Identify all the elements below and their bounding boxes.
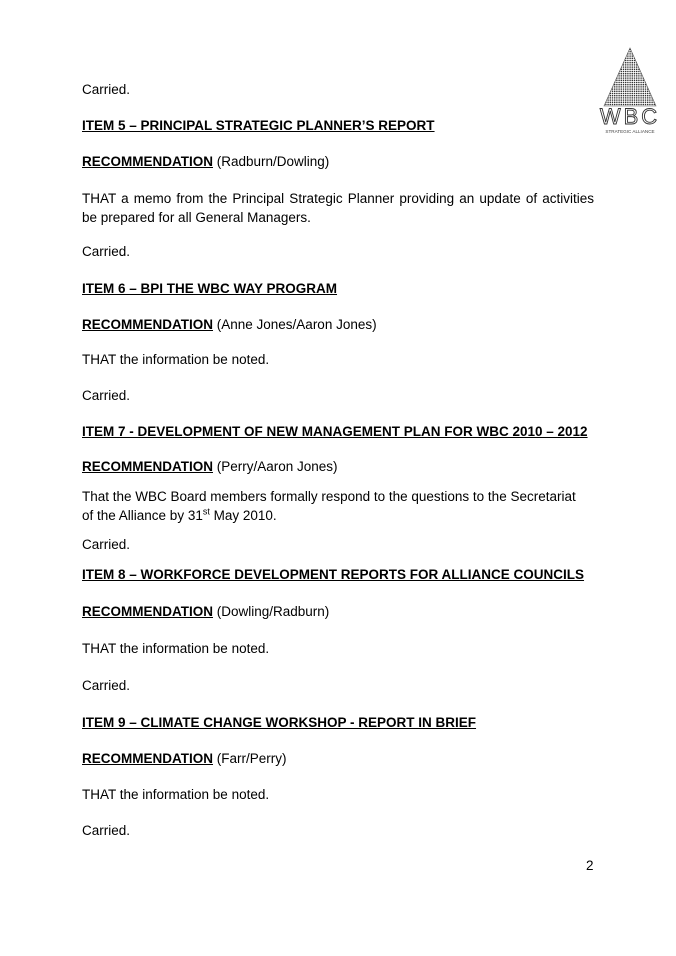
svg-text:WBC: WBC <box>599 104 661 129</box>
recommendation-label: RECOMMENDATION <box>82 604 213 619</box>
carried-text: Carried. <box>82 82 131 97</box>
item7-heading: ITEM 7 - DEVELOPMENT OF NEW MANAGEMENT PLAN FOR WBC 2010 – 2012 <box>82 424 588 439</box>
wbc-logo <box>596 44 664 136</box>
recommendation-label: RECOMMENDATION <box>82 317 213 332</box>
item9-text: THAT the information be noted. <box>82 787 270 802</box>
item5-recommendation <box>82 153 329 171</box>
item8-carried: Carried. <box>82 678 131 693</box>
item5-text: THAT a memo from the Principal Strategic Planner providing an update of activities be prepared for all General Managers. <box>82 191 594 225</box>
item5-carried: Carried. <box>82 244 131 259</box>
item6-text: THAT the information be noted. <box>82 352 270 367</box>
recommendation-movers: (Radburn/Dowling) <box>213 154 330 169</box>
item7-carried: Carried. <box>82 537 131 552</box>
recommendation-movers: (Perry/Aaron Jones) <box>213 459 338 474</box>
item6-recommendation <box>82 316 377 334</box>
item6-heading: ITEM 6 – BPI THE WBC WAY PROGRAM <box>82 281 338 296</box>
item8-text: THAT the information be noted. <box>82 641 270 656</box>
recommendation-movers: (Anne Jones/Aaron Jones) <box>213 317 377 332</box>
recommendation-movers: (Farr/Perry) <box>213 751 287 766</box>
item5-heading: ITEM 5 – PRINCIPAL STRATEGIC PLANNER’S REPORT <box>82 118 435 133</box>
recommendation-label: RECOMMENDATION <box>82 751 213 766</box>
item8-heading: ITEM 8 – WORKFORCE DEVELOPMENT REPORTS FOR ALLIANCE COUNCILS <box>82 567 585 582</box>
item7-recommendation <box>82 458 338 476</box>
svg-text:STRATEGIC ALLIANCE: STRATEGIC ALLIANCE <box>605 129 655 134</box>
recommendation-label: RECOMMENDATION <box>82 459 213 474</box>
item9-heading: ITEM 9 – CLIMATE CHANGE WORKSHOP - REPORT IN BRIEF <box>82 715 477 730</box>
item7-text-line2: of the Alliance by 31st May 2010. <box>82 506 277 523</box>
item6-carried: Carried. <box>82 388 131 403</box>
recommendation-label: RECOMMENDATION <box>82 154 213 169</box>
item8-recommendation <box>82 603 329 621</box>
page-number: 2 <box>586 858 594 873</box>
recommendation-movers: (Dowling/Radburn) <box>213 604 330 619</box>
item9-recommendation <box>82 750 287 768</box>
item7-text-line1: That the WBC Board members formally respond to the questions to the Secretariat <box>82 489 576 504</box>
item7-text <box>82 487 602 525</box>
item9-carried: Carried. <box>82 823 131 838</box>
